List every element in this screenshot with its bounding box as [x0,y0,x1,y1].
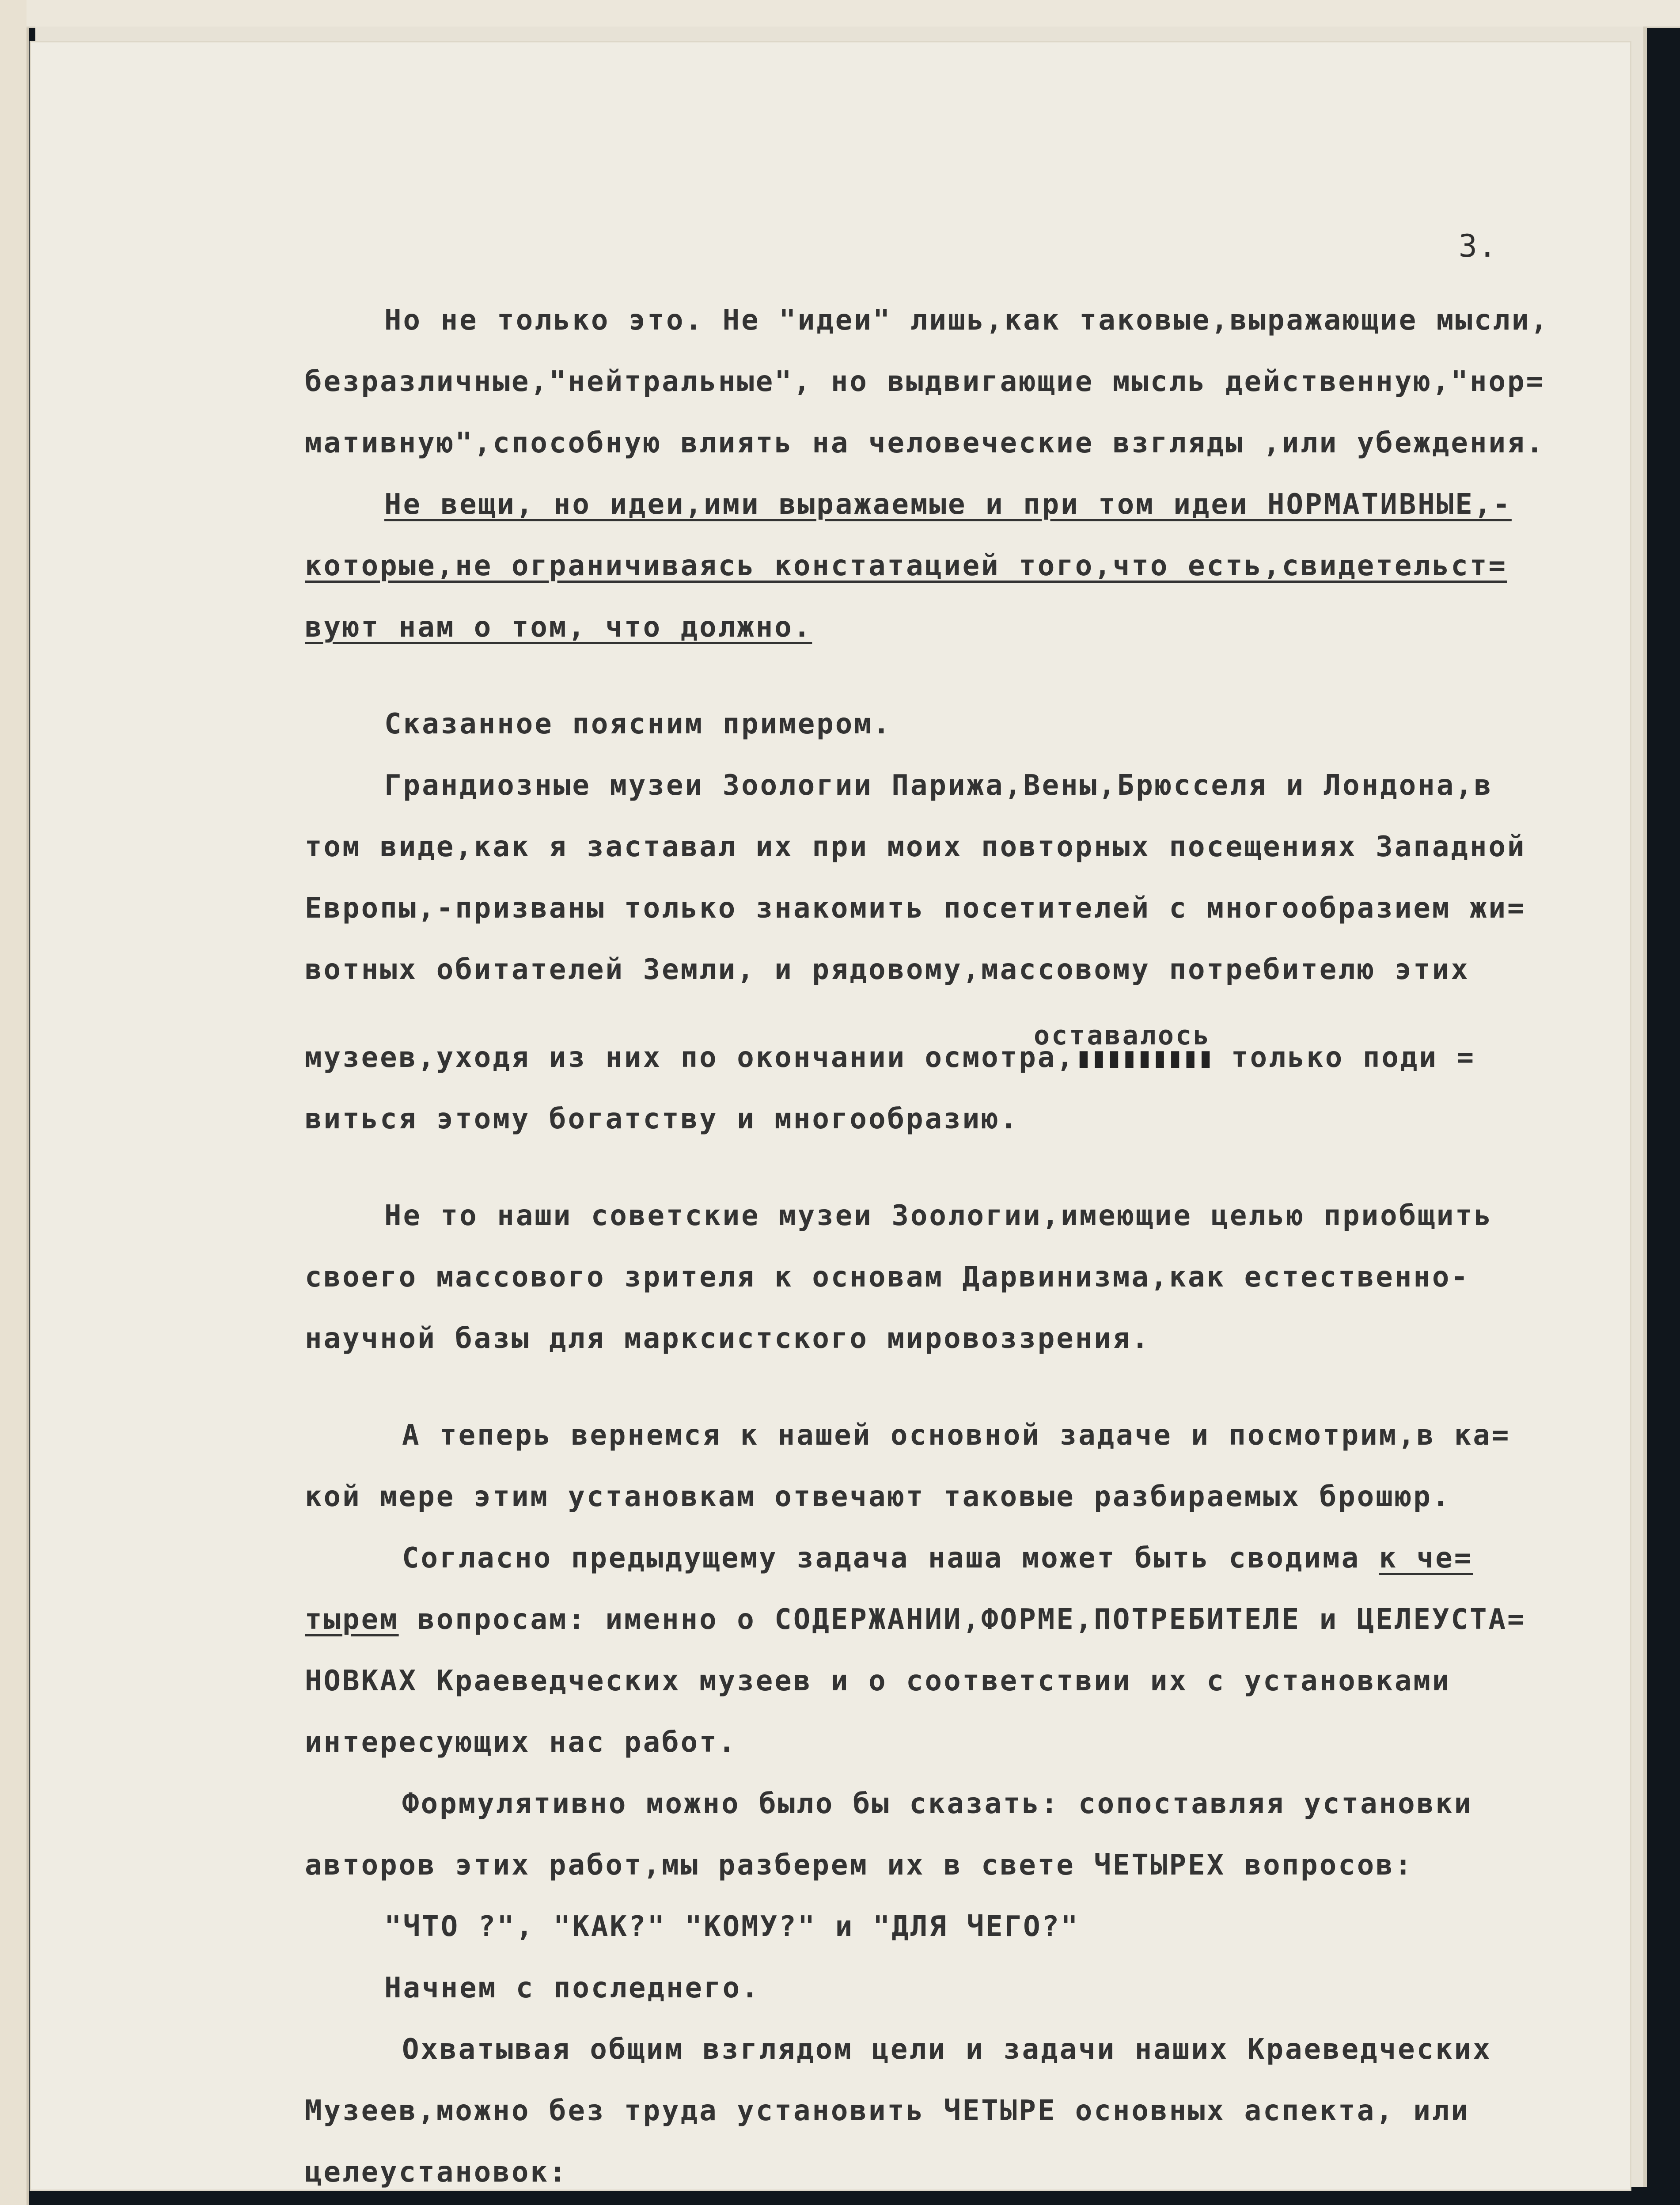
text-line-with-correction [305,1027,1621,1089]
text-line: интересующих нас работ. [305,1726,737,1759]
text-line: кой мере этим установкам отвечают таковые разбираемых брошюр. [305,1480,1451,1513]
stacked-page-edges [27,0,1680,28]
text-line-with-underline [305,1589,1621,1651]
text-line: научной базы для марксистского мировоззрения. [305,1322,1150,1355]
typed-over-deletion: ▮▮▮▮▮▮▮▮▮ [1075,1041,1213,1074]
text-line: виться этому богатству и многообразию. [305,1103,1019,1135]
text-line: "ЧТО ?", "КАК?" "КОМУ?" и "ДЛЯ ЧЕГО?" [384,1910,1080,1943]
text-segment: музеев,уходя из них по окончании осмотра, [305,1041,1075,1074]
page-body [305,290,1621,2203]
typewritten-page [31,42,1630,2190]
underlined-line: Не вещи, но идеи,ими выражаемые и при том идеи НОРМАТИВНЫЕ,- [384,488,1512,521]
text-line: вотных обитателей Земли, и рядовому,массовому потребителю этих [305,953,1470,986]
text-line-with-underline [305,1528,1621,1589]
text-segment: только поди = [1231,1041,1475,1074]
text-line: мативную",способную влиять на человеческие взгляды ,или убеждения. [305,427,1545,459]
text-segment: вопросам: именно о СОДЕРЖАНИИ,ФОРМЕ,ПОТРЕБИТЕЛЕ и ЦЕЛЕУСТА= [398,1603,1526,1636]
paragraph-gap [305,1150,1621,1185]
text-line: своего массового зрителя к основам Дарвинизма,как естественно- [305,1261,1470,1294]
text-segment: Согласно предыдущему задача наша может быть сводима [402,1542,1379,1575]
text-line: Охватывая общим взглядом цели и задачи наших Краеведческих [402,2033,1492,2066]
binder-cover [0,0,29,2205]
text-line: Не то наши советские музеи Зоологии,имеющие целью приобщить [384,1199,1493,1232]
text-line: безразличные,"нейтральные", но выдвигающие мысль действенную,"нор= [305,365,1545,398]
underlined-segment: к че= [1379,1542,1473,1575]
underlined-line: вуют нам о том, что должно. [305,611,812,644]
text-line: НОВКАХ Краеведческих музеев и о соответствии их с установками [305,1665,1451,1697]
paragraph-gap [305,658,1621,694]
paragraph-gap [305,1370,1621,1405]
text-line: Начнем с последнего. [384,1972,760,2004]
text-line: авторов этих работ,мы разберем их в свете ЧЕТЫРЕХ вопросов: [305,1849,1414,1882]
text-line: Сказанное поясним примером. [384,708,892,740]
text-line: том виде,как я заставал их при моих повторных посещениях Западной [305,831,1526,863]
text-line: Формулятивно можно было бы сказать: сопоставляя установки [402,1788,1473,1820]
underlined-line: которые,не ограничиваясь констатацией того,что есть,свидетельст= [305,550,1507,582]
text-line: Европы,-призваны только знакомить посетителей с многообразием жи= [305,892,1526,925]
text-line: целеустановок: [305,2156,568,2189]
text-line: Грандиозные музеи Зоологии Парижа,Вены,Брюсселя и Лондона,в [384,769,1493,802]
inserted-word: оставалось [1034,1020,1211,1051]
page-number: 3. [1458,228,1498,264]
underlined-segment: тырем [305,1603,399,1636]
interlinear-insertion [305,1001,1621,1051]
text-line: Музеев,можно без труда установить ЧЕТЫРЕ основных аспекта, или [305,2095,1470,2127]
text-line: Но не только это. Не "идеи" лишь,как таковые,выражающие мысли, [384,304,1549,337]
text-line: А теперь вернемся к нашей основной задаче и посмотрим,в ка= [402,1419,1511,1452]
